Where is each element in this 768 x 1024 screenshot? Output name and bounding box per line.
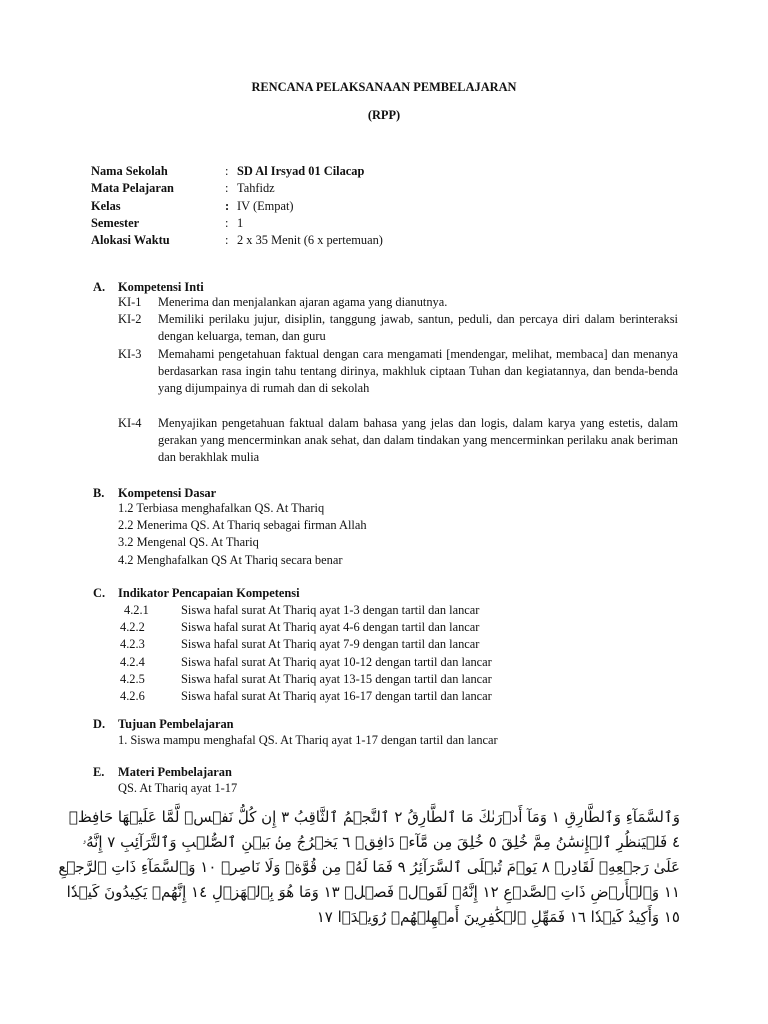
identity-label: Alokasi Waktu	[91, 233, 170, 248]
indicator-text: Siswa hafal surat At Thariq ayat 16-17 dengan tartil dan lancar	[181, 689, 492, 703]
kd-item: 1.2 Terbiasa menghafalkan QS. At Thariq	[118, 501, 325, 515]
identity-label: Kelas	[91, 198, 121, 213]
indicator-text: Siswa hafal surat At Thariq ayat 1-3 dengan tartil dan lancar	[181, 603, 480, 617]
ki-code: KI-2	[118, 312, 142, 326]
section-b-letter: B.	[93, 486, 105, 500]
identity-value: 2 x 35 Menit (6 x pertemuan)	[237, 233, 383, 248]
identity-row-class	[91, 198, 383, 215]
section-c-title: Indikator Pencapaian Kompetensi	[118, 586, 300, 600]
arabic-verse-line: وَٱلسَّمَآءِ وَٱلطَّارِقِ ١ وَمَآ أَدۡرَىٰكَ مَا ٱلطَّارِقُ ٢ ٱلنَّجۡمُ ٱلثَّاقِبُ ٣ إِن كُلُّ نَفۡسٖ لَّمَّا عَلَيۡهَا حَافِظٞ	[68, 808, 680, 826]
kd-item: 2.2 Menerima QS. At Thariq sebagai firman Allah	[118, 518, 367, 532]
identity-colon: :	[225, 164, 229, 178]
identity-row-semester	[91, 215, 383, 232]
identity-value: 1	[237, 215, 244, 230]
section-a-title: Kompetensi Inti	[118, 280, 204, 294]
ki-text: Menerima dan menjalankan ajaran agama yang dianutnya.	[158, 295, 448, 309]
indicator-text: Siswa hafal surat At Thariq ayat 4-6 dengan tartil dan lancar	[181, 620, 480, 634]
indicator-code: 4.2.4	[120, 655, 145, 669]
indicator-code: 4.2.1	[124, 603, 149, 617]
arabic-verse-line: عَلَىٰ رَجۡعِهِۦ لَقَادِرٞ ٨ يَوۡمَ تُبۡلَى ٱلسَّرَآئِرُ ٩ فَمَا لَهُۥ مِن قُوَّةٖ وَلَا نَاصِرٖ ١٠ وَٱلسَّمَآءِ ذَاتِ ٱلرَّجۡعِ	[58, 858, 680, 876]
arabic-verse-line: ١٥ وَأَكِيدُ كَيۡدٗا ١٦ فَمَهِّلِ ٱلۡكَٰفِرِينَ أَمۡهِلۡهُمۡ رُوَيۡدَۢا ١٧	[316, 908, 680, 926]
indicator-code: 4.2.3	[120, 637, 145, 651]
identity-colon: :	[225, 198, 230, 213]
section-e-title: Materi Pembelajaran	[118, 765, 232, 779]
identity-table	[91, 163, 383, 249]
identity-value: IV (Empat)	[237, 198, 294, 213]
identity-label: Mata Pelajaran	[91, 181, 174, 196]
indicator-text: Siswa hafal surat At Thariq ayat 10-12 dengan tartil dan lancar	[181, 655, 492, 669]
indicator-code: 4.2.2	[120, 620, 145, 634]
identity-label: Nama Sekolah	[91, 164, 168, 178]
indicator-text: Siswa hafal surat At Thariq ayat 7-9 dengan tartil dan lancar	[181, 637, 480, 651]
ki-text: Menyajikan pengetahuan faktual dalam bahasa yang jelas dan logis, dalam karya yang estetis, dalam gerakan yang mencerminkan anak sehat, dan dalam tindakan yang mencerminkan perilaku anak beriman dan berakhlak mulia	[158, 416, 678, 464]
ki-code: KI-1	[118, 295, 142, 309]
arabic-verse-line: ١١ وَٱلۡأَرۡضِ ذَاتِ ٱلصَّدۡعِ ١٢ إِنَّهُۥ لَقَوۡلٞ فَصۡلٞ ١٣ وَمَا هُوَ بِٱلۡهَزۡلِ ١٤ إِنَّهُمۡ يَكِيدُونَ كَيۡدٗا	[66, 883, 680, 901]
identity-label: Semester	[91, 215, 140, 230]
document-subtitle: (RPP)	[367, 108, 401, 122]
section-b-title: Kompetensi Dasar	[118, 486, 217, 500]
kd-item: 3.2 Mengenal QS. At Thariq	[118, 535, 259, 549]
ki-code: KI-4	[118, 416, 142, 430]
section-e-letter: E.	[93, 765, 105, 779]
ki-text: Memiliki perilaku jujur, disiplin, tanggung jawab, santun, peduli, dan percaya diri dalam berinteraksi dengan keluarga, teman, dan guru	[158, 312, 678, 343]
section-c-letter: C.	[93, 586, 106, 600]
kd-item: 4.2 Menghafalkan QS At Thariq secara benar	[118, 553, 343, 567]
indicator-text: Siswa hafal surat At Thariq ayat 13-15 dengan tartil dan lancar	[181, 672, 492, 686]
indicator-code: 4.2.5	[120, 672, 145, 686]
document-title: RENCANA PELAKSANAAN PEMBELAJARAN	[251, 80, 517, 94]
ki-code: KI-3	[118, 347, 142, 361]
identity-value: SD Al Irsyad 01 Cilacap	[237, 164, 365, 178]
arabic-verse-line: ٤ فَلۡيَنظُرِ ٱلۡإِنسَٰنُ مِمَّ خُلِقَ ٥ خُلِقَ مِن مَّآءٖ دَافِقٖ ٦ يَخۡرُجُ مِنۢ بَيۡنِ ٱلصُّلۡبِ وَٱلتَّرَآئِبِ ٧ إِنَّهُۥ	[82, 833, 680, 851]
section-d-letter: D.	[93, 717, 106, 731]
identity-row-school	[91, 163, 383, 180]
section-d-title: Tujuan Pembelajaran	[118, 717, 234, 731]
identity-colon: :	[225, 181, 229, 196]
ki-text: Memahami pengetahuan faktual dengan cara mengamati [mendengar, melihat, membaca] dan menanya berdasarkan rasa ingin tahu tentang dirinya, makhluk ciptaan Tuhan dan kegiatannya, dan benda-benda yang dijumpainya di rumah dan di sekolah	[158, 347, 678, 395]
identity-row-subject	[91, 180, 383, 197]
identity-colon: :	[225, 233, 229, 248]
material-subtitle: QS. At Thariq ayat 1-17	[118, 781, 238, 795]
identity-row-time	[91, 232, 383, 249]
identity-value: Tahfidz	[237, 181, 275, 196]
section-a-letter: A.	[93, 280, 106, 294]
identity-colon: :	[225, 215, 229, 230]
indicator-code: 4.2.6	[120, 689, 145, 703]
objective-item: 1. Siswa mampu menghafal QS. At Thariq ayat 1-17 dengan tartil dan lancar	[118, 733, 498, 747]
